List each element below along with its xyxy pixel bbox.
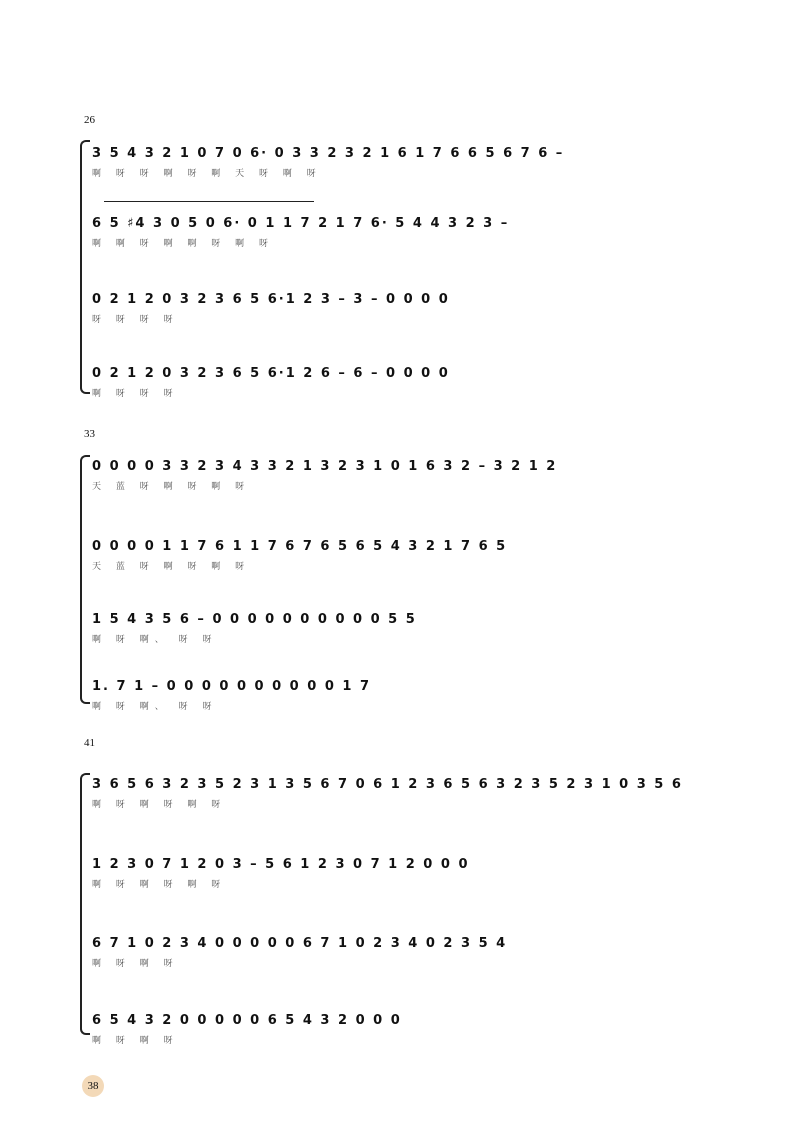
voice-line-4 — [92, 1013, 730, 1053]
voice-line-1 — [92, 777, 730, 817]
jianpu-notes: 6 5 ♯4 3 0 5 0 6· 0 1 1 7 2 1 7 6· 5 4 4 3 2 3 – — [92, 216, 510, 231]
system-brace — [80, 773, 90, 1035]
jianpu-notes: 0 2 1 2 0 3 2 3 6 5 6·1 2 6 – 6 – 0 0 0 0 — [92, 366, 450, 381]
jianpu-notes: 1 5 4 3 5 6 – 0 0 0 0 0 0 0 0 0 0 5 5 — [92, 612, 417, 627]
lyrics: 啊 呀 啊 呀 — [92, 1036, 179, 1046]
jianpu-notes: 3 6 5 6 3 2 3 5 2 3 1 3 5 6 7 0 6 1 2 3 6 5 6 3 2 3 5 2 3 1 0 3 5 6 — [92, 777, 683, 792]
voice-line-4 — [92, 679, 730, 719]
jianpu-notes: 6 5 4 3 2 0 0 0 0 0 6 5 4 3 2 0 0 0 — [92, 1013, 402, 1028]
lyrics: 天 蓝 呀 啊 呀 啊 呀 — [92, 482, 251, 492]
voice-line-4 — [92, 366, 730, 406]
lyrics: 天 蓝 呀 啊 呀 啊 呀 — [92, 562, 251, 572]
lyrics: 啊 呀 啊 呀 啊 呀 — [92, 880, 227, 890]
measure-number-26: 26 — [84, 114, 95, 126]
lyrics: 啊 呀 呀 啊 呀 啊 天 呀 啊 呀 — [92, 169, 322, 179]
lyrics: 啊 呀 啊、 呀 呀 — [92, 635, 218, 645]
jianpu-notes: 0 0 0 0 1 1 7 6 1 1 7 6 7 6 5 6 5 4 3 2 1 7 6 5 — [92, 539, 508, 554]
score-system-3 — [80, 773, 730, 1046]
system-brace — [80, 140, 90, 394]
measure-number-33: 33 — [84, 428, 95, 440]
lyrics: 啊 啊 呀 啊 啊 呀 啊 呀 — [92, 239, 275, 249]
voice-line-2 — [92, 857, 730, 897]
voice-line-1 — [92, 146, 730, 186]
jianpu-notes: 0 2 1 2 0 3 2 3 6 5 6·1 2 3 – 3 – 0 0 0 0 — [92, 292, 450, 307]
system-brace — [80, 455, 90, 704]
jianpu-notes: 6 7 1 0 2 3 4 0 0 0 0 0 6 7 1 0 2 3 4 0 2 3 5 4 — [92, 936, 508, 951]
score-system-1 — [80, 140, 730, 399]
measure-number-41: 41 — [84, 737, 95, 749]
jianpu-notes: 1. 7 1 – 0 0 0 0 0 0 0 0 0 0 1 7 — [92, 679, 372, 694]
lyrics: 啊 呀 啊 呀 啊 呀 — [92, 800, 227, 810]
page-number-badge: 38 — [82, 1075, 104, 1097]
voice-line-3 — [92, 936, 730, 976]
lyrics: 呀 呀 呀 呀 — [92, 315, 179, 325]
jianpu-notes: 3 5 4 3 2 1 0 7 0 6· 0 3 3 2 3 2 1 6 1 7 6 6 5 6 7 6 – — [92, 146, 565, 161]
lyrics: 啊 呀 啊 呀 — [92, 959, 179, 969]
jianpu-notes: 1 2 3 0 7 1 2 0 3 – 5 6 1 2 3 0 7 1 2 0 0 0 — [92, 857, 470, 872]
beam-line — [104, 201, 314, 202]
voice-line-1 — [92, 459, 730, 499]
voice-line-3 — [92, 292, 730, 332]
jianpu-notes: 0 0 0 0 3 3 2 3 4 3 3 2 1 3 2 3 1 0 1 6 3 2 – 3 2 1 2 — [92, 459, 558, 474]
voice-line-2 — [92, 216, 730, 256]
lyrics: 啊 呀 啊、 呀 呀 — [92, 702, 218, 712]
voice-line-2 — [92, 539, 730, 579]
voice-line-3 — [92, 612, 730, 652]
lyrics: 啊 呀 呀 呀 — [92, 389, 179, 399]
score-system-2 — [80, 455, 730, 712]
